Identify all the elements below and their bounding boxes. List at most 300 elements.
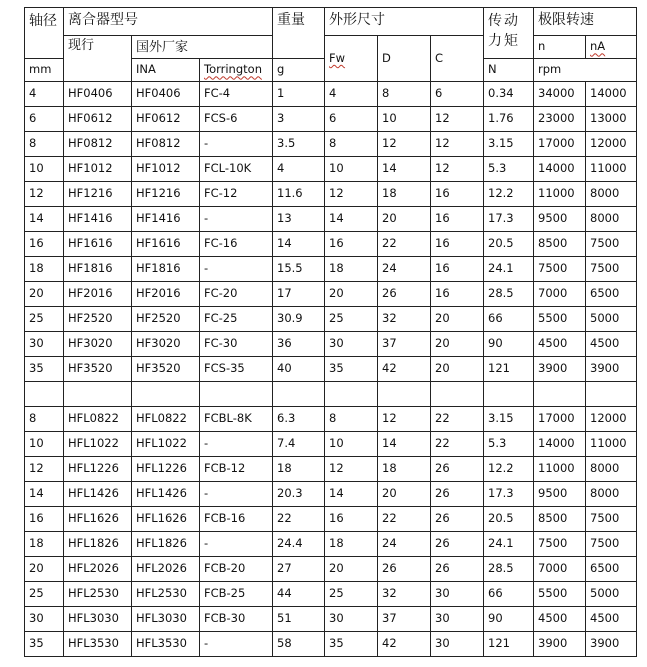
- cell-ina: HFL2530: [132, 582, 200, 607]
- cell-c: 26: [431, 457, 484, 482]
- cell-d: 26: [378, 282, 431, 307]
- cell-c: 12: [431, 107, 484, 132]
- cell-d: 32: [378, 307, 431, 332]
- cell-n: 7500: [534, 257, 586, 282]
- cell-torque: 66: [484, 307, 534, 332]
- cell-d: 24: [378, 532, 431, 557]
- table-row: [25, 432, 637, 457]
- cell-shaft: 8: [25, 132, 64, 157]
- cell-shaft: 35: [25, 357, 64, 382]
- cell-weight: 36: [273, 332, 325, 357]
- cell-shaft: 16: [25, 507, 64, 532]
- table-row: [25, 307, 637, 332]
- cell-weight: 3.5: [273, 132, 325, 157]
- cell-torque: 12.2: [484, 457, 534, 482]
- cell-c: 22: [431, 407, 484, 432]
- cell-d: 14: [378, 157, 431, 182]
- blank-cell: [25, 382, 64, 407]
- cell-na: 14000: [586, 82, 637, 107]
- cell-torr: -: [200, 432, 273, 457]
- clutch-spec-table: [24, 7, 637, 657]
- cell-n: 9500: [534, 207, 586, 232]
- cell-torr: FCB-16: [200, 507, 273, 532]
- cell-torque: 20.5: [484, 232, 534, 257]
- cell-torr: -: [200, 482, 273, 507]
- cell-weight: 51: [273, 607, 325, 632]
- cell-c: 6: [431, 82, 484, 107]
- cell-na: 3900: [586, 357, 637, 382]
- cell-na: 7500: [586, 507, 637, 532]
- cell-na: 3900: [586, 632, 637, 657]
- speed-header: 极限转速: [534, 8, 637, 36]
- cell-torque: 28.5: [484, 282, 534, 307]
- cell-weight: 11.6: [273, 182, 325, 207]
- cell-weight: 1: [273, 82, 325, 107]
- cell-na: 13000: [586, 107, 637, 132]
- table-row: [25, 557, 637, 582]
- cell-torque: 3.15: [484, 132, 534, 157]
- header-row-1: [25, 8, 637, 36]
- cell-ina: HF1416: [132, 207, 200, 232]
- cell-d: 26: [378, 557, 431, 582]
- cell-n: 23000: [534, 107, 586, 132]
- cell-torr: FC-20: [200, 282, 273, 307]
- cell-d: 20: [378, 482, 431, 507]
- cell-torr: FC-12: [200, 182, 273, 207]
- cell-d: 24: [378, 257, 431, 282]
- cell-fw: 10: [325, 157, 378, 182]
- cell-shaft: 12: [25, 182, 64, 207]
- cell-na: 11000: [586, 432, 637, 457]
- cell-ina: HFL2026: [132, 557, 200, 582]
- cell-ina: HF1816: [132, 257, 200, 282]
- cell-fw: 16: [325, 507, 378, 532]
- cell-c: 20: [431, 332, 484, 357]
- cell-ina: HF2520: [132, 307, 200, 332]
- cell-model: HF1816: [64, 257, 132, 282]
- cell-n: 7000: [534, 282, 586, 307]
- cell-fw: 18: [325, 532, 378, 557]
- cell-c: 30: [431, 632, 484, 657]
- cell-na: 7500: [586, 532, 637, 557]
- cell-c: 16: [431, 207, 484, 232]
- cell-fw: 16: [325, 232, 378, 257]
- cell-na: 7500: [586, 257, 637, 282]
- table-row: [25, 482, 637, 507]
- cell-n: 9500: [534, 482, 586, 507]
- cell-ina: HF1616: [132, 232, 200, 257]
- cell-shaft: 16: [25, 232, 64, 257]
- separator-row-group: [25, 382, 637, 407]
- cell-torque: 5.3: [484, 432, 534, 457]
- cell-ina: HFL3030: [132, 607, 200, 632]
- cell-weight: 17: [273, 282, 325, 307]
- cell-ina: HF1216: [132, 182, 200, 207]
- cell-shaft: 14: [25, 207, 64, 232]
- table-row: [25, 357, 637, 382]
- n-header: n: [534, 36, 586, 59]
- table-row: [25, 607, 637, 632]
- cell-torr: FC-4: [200, 82, 273, 107]
- cell-ina: HFL1826: [132, 532, 200, 557]
- cell-c: 22: [431, 432, 484, 457]
- blank-cell: [64, 382, 132, 407]
- cell-fw: 20: [325, 557, 378, 582]
- cell-shaft: 20: [25, 557, 64, 582]
- cell-fw: 10: [325, 432, 378, 457]
- cell-shaft: 10: [25, 432, 64, 457]
- cell-model: HFL0822: [64, 407, 132, 432]
- cell-torque: 90: [484, 332, 534, 357]
- cell-d: 18: [378, 457, 431, 482]
- table-row: [25, 82, 637, 107]
- cell-torque: 20.5: [484, 507, 534, 532]
- cell-torr: FC-30: [200, 332, 273, 357]
- cell-na: 7500: [586, 232, 637, 257]
- cell-d: 37: [378, 332, 431, 357]
- cell-na: 8000: [586, 482, 637, 507]
- blank-cell: [484, 382, 534, 407]
- cell-n: 8500: [534, 232, 586, 257]
- speed-unit: rpm: [534, 59, 637, 82]
- cell-fw: 30: [325, 332, 378, 357]
- cell-torque: 0.34: [484, 82, 534, 107]
- d-header: D: [378, 36, 431, 82]
- cell-na: 8000: [586, 207, 637, 232]
- cell-na: 5000: [586, 582, 637, 607]
- cell-torque: 28.5: [484, 557, 534, 582]
- fw-header: [325, 36, 378, 82]
- cell-shaft: 18: [25, 532, 64, 557]
- cell-d: 12: [378, 407, 431, 432]
- cell-c: 16: [431, 182, 484, 207]
- ina-header: INA: [132, 59, 200, 82]
- foreign-maker-header: 国外厂家: [132, 36, 273, 59]
- table-row: [25, 532, 637, 557]
- table-row: [25, 132, 637, 157]
- cell-shaft: 25: [25, 307, 64, 332]
- cell-ina: HFL1022: [132, 432, 200, 457]
- cell-fw: 6: [325, 107, 378, 132]
- cell-model: HFL3530: [64, 632, 132, 657]
- cell-d: 42: [378, 632, 431, 657]
- cell-weight: 3: [273, 107, 325, 132]
- cell-ina: HFL1226: [132, 457, 200, 482]
- cell-n: 4500: [534, 332, 586, 357]
- cell-torque: 3.15: [484, 407, 534, 432]
- cell-d: 20: [378, 207, 431, 232]
- cell-n: 11000: [534, 182, 586, 207]
- cell-shaft: 12: [25, 457, 64, 482]
- blank-cell: [132, 382, 200, 407]
- cell-fw: 20: [325, 282, 378, 307]
- blank-cell: [534, 382, 586, 407]
- cell-n: 7500: [534, 532, 586, 557]
- cell-shaft: 4: [25, 82, 64, 107]
- cell-fw: 4: [325, 82, 378, 107]
- cell-shaft: 20: [25, 282, 64, 307]
- table-row: [25, 632, 637, 657]
- cell-model: HF3520: [64, 357, 132, 382]
- cell-weight: 4: [273, 157, 325, 182]
- cell-n: 5500: [534, 307, 586, 332]
- cell-shaft: 35: [25, 632, 64, 657]
- cell-c: 26: [431, 507, 484, 532]
- cell-model: HF2016: [64, 282, 132, 307]
- cell-torque: 66: [484, 582, 534, 607]
- cell-torr: FCS-6: [200, 107, 273, 132]
- na-header: [586, 36, 637, 59]
- cell-torr: FC-16: [200, 232, 273, 257]
- cell-model: HF0612: [64, 107, 132, 132]
- cell-n: 8500: [534, 507, 586, 532]
- cell-torr: -: [200, 207, 273, 232]
- cell-shaft: 30: [25, 607, 64, 632]
- cell-d: 37: [378, 607, 431, 632]
- cell-na: 6500: [586, 557, 637, 582]
- cell-weight: 24.4: [273, 532, 325, 557]
- cell-ina: HFL1426: [132, 482, 200, 507]
- cell-torque: 121: [484, 357, 534, 382]
- cell-n: 14000: [534, 157, 586, 182]
- cell-torr: -: [200, 257, 273, 282]
- cell-ina: HF0612: [132, 107, 200, 132]
- cell-model: HFL1626: [64, 507, 132, 532]
- separator-row: [25, 382, 637, 407]
- model-group-header: 离合器型号: [64, 8, 273, 36]
- cell-torque: 24.1: [484, 532, 534, 557]
- cell-weight: 44: [273, 582, 325, 607]
- cell-c: 26: [431, 557, 484, 582]
- cell-na: 5000: [586, 307, 637, 332]
- cell-model: HF3020: [64, 332, 132, 357]
- cell-shaft: 6: [25, 107, 64, 132]
- cell-torque: 121: [484, 632, 534, 657]
- table-row: [25, 107, 637, 132]
- cell-ina: HF0812: [132, 132, 200, 157]
- cell-ina: HF1012: [132, 157, 200, 182]
- table-row: [25, 407, 637, 432]
- cell-weight: 18: [273, 457, 325, 482]
- c-header: C: [431, 36, 484, 82]
- table-row: [25, 157, 637, 182]
- cell-shaft: 18: [25, 257, 64, 282]
- torrington-label: Torrington: [204, 62, 262, 77]
- dims-header: 外形尺寸: [325, 8, 484, 36]
- cell-c: 16: [431, 282, 484, 307]
- cell-model: HFL3030: [64, 607, 132, 632]
- blank-cell: [586, 382, 637, 407]
- weight-header: 重量: [273, 8, 325, 59]
- cell-n: 4500: [534, 607, 586, 632]
- cell-c: 30: [431, 582, 484, 607]
- cell-na: 4500: [586, 607, 637, 632]
- cell-torr: -: [200, 532, 273, 557]
- cell-n: 34000: [534, 82, 586, 107]
- cell-n: 3900: [534, 632, 586, 657]
- cell-fw: 35: [325, 632, 378, 657]
- cell-c: 26: [431, 532, 484, 557]
- cell-model: HFL1826: [64, 532, 132, 557]
- cell-d: 22: [378, 507, 431, 532]
- cell-d: 32: [378, 582, 431, 607]
- table-row: [25, 232, 637, 257]
- cell-ina: HF0406: [132, 82, 200, 107]
- cell-c: 30: [431, 607, 484, 632]
- header-row-2: [25, 36, 637, 59]
- cell-ina: HF3020: [132, 332, 200, 357]
- cell-torque: 24.1: [484, 257, 534, 282]
- cell-shaft: 25: [25, 582, 64, 607]
- cell-torr: FCL-10K: [200, 157, 273, 182]
- cell-model: HFL2026: [64, 557, 132, 582]
- cell-d: 14: [378, 432, 431, 457]
- hf-series-rows: [25, 82, 637, 382]
- shaft-unit: mm: [25, 59, 64, 82]
- na-label: nA: [590, 39, 606, 54]
- cell-model: HF1616: [64, 232, 132, 257]
- cell-torque: 12.2: [484, 182, 534, 207]
- cell-torque: 17.3: [484, 207, 534, 232]
- cell-ina: HFL0822: [132, 407, 200, 432]
- cell-na: 8000: [586, 457, 637, 482]
- cell-fw: 18: [325, 257, 378, 282]
- cell-n: 11000: [534, 457, 586, 482]
- cell-torr: -: [200, 632, 273, 657]
- cell-model: HFL1426: [64, 482, 132, 507]
- cell-fw: 14: [325, 482, 378, 507]
- fw-label: Fw: [329, 50, 346, 65]
- cell-weight: 15.5: [273, 257, 325, 282]
- cell-torr: FCB-12: [200, 457, 273, 482]
- cell-n: 3900: [534, 357, 586, 382]
- cell-na: 8000: [586, 182, 637, 207]
- cell-c: 16: [431, 257, 484, 282]
- table-row: [25, 457, 637, 482]
- cell-fw: 25: [325, 307, 378, 332]
- table-row: [25, 182, 637, 207]
- cell-torque: 17.3: [484, 482, 534, 507]
- cell-n: 14000: [534, 432, 586, 457]
- cell-d: 42: [378, 357, 431, 382]
- cell-na: 4500: [586, 332, 637, 357]
- cell-fw: 30: [325, 607, 378, 632]
- blank-cell: [378, 382, 431, 407]
- cell-torr: FCBL-8K: [200, 407, 273, 432]
- cell-weight: 22: [273, 507, 325, 532]
- cell-shaft: 8: [25, 407, 64, 432]
- cell-model: HFL2530: [64, 582, 132, 607]
- cell-n: 5500: [534, 582, 586, 607]
- cell-ina: HFL1626: [132, 507, 200, 532]
- cell-model: HF2520: [64, 307, 132, 332]
- cell-na: 11000: [586, 157, 637, 182]
- cell-shaft: 14: [25, 482, 64, 507]
- blank-cell: [273, 382, 325, 407]
- table-row: [25, 207, 637, 232]
- cell-ina: HFL3530: [132, 632, 200, 657]
- cell-model: HF0406: [64, 82, 132, 107]
- cell-weight: 40: [273, 357, 325, 382]
- table-row: [25, 507, 637, 532]
- cell-d: 8: [378, 82, 431, 107]
- table-row: [25, 257, 637, 282]
- weight-unit: g: [273, 59, 325, 82]
- shaft-header: 轴径: [25, 8, 64, 59]
- cell-weight: 6.3: [273, 407, 325, 432]
- cell-na: 12000: [586, 132, 637, 157]
- cell-torr: FCB-20: [200, 557, 273, 582]
- cell-c: 26: [431, 482, 484, 507]
- cell-weight: 30.9: [273, 307, 325, 332]
- cell-model: HFL1226: [64, 457, 132, 482]
- torque-unit: N: [484, 59, 534, 82]
- current-model-header: 现行: [64, 36, 132, 82]
- cell-c: 12: [431, 132, 484, 157]
- cell-c: 16: [431, 232, 484, 257]
- cell-fw: 14: [325, 207, 378, 232]
- cell-n: 17000: [534, 132, 586, 157]
- cell-fw: 8: [325, 407, 378, 432]
- cell-model: HF1416: [64, 207, 132, 232]
- cell-torr: FCS-35: [200, 357, 273, 382]
- cell-weight: 20.3: [273, 482, 325, 507]
- cell-n: 17000: [534, 407, 586, 432]
- table-row: [25, 582, 637, 607]
- cell-weight: 14: [273, 232, 325, 257]
- cell-n: 7000: [534, 557, 586, 582]
- cell-model: HF1216: [64, 182, 132, 207]
- torque-header: 传动力矩: [484, 8, 534, 59]
- cell-model: HF0812: [64, 132, 132, 157]
- cell-fw: 25: [325, 582, 378, 607]
- cell-torr: FCB-25: [200, 582, 273, 607]
- cell-fw: 12: [325, 182, 378, 207]
- cell-torr: FCB-30: [200, 607, 273, 632]
- cell-d: 22: [378, 232, 431, 257]
- table-row: [25, 282, 637, 307]
- cell-ina: HF3520: [132, 357, 200, 382]
- cell-na: 12000: [586, 407, 637, 432]
- cell-shaft: 30: [25, 332, 64, 357]
- torrington-header: [200, 59, 273, 82]
- cell-fw: 8: [325, 132, 378, 157]
- cell-torr: -: [200, 132, 273, 157]
- cell-c: 20: [431, 307, 484, 332]
- cell-d: 10: [378, 107, 431, 132]
- cell-fw: 35: [325, 357, 378, 382]
- cell-d: 12: [378, 132, 431, 157]
- cell-weight: 58: [273, 632, 325, 657]
- cell-d: 18: [378, 182, 431, 207]
- cell-torr: FC-25: [200, 307, 273, 332]
- blank-cell: [325, 382, 378, 407]
- cell-torque: 5.3: [484, 157, 534, 182]
- cell-c: 12: [431, 157, 484, 182]
- cell-c: 20: [431, 357, 484, 382]
- cell-fw: 12: [325, 457, 378, 482]
- cell-model: HF1012: [64, 157, 132, 182]
- blank-cell: [200, 382, 273, 407]
- cell-model: HFL1022: [64, 432, 132, 457]
- cell-shaft: 10: [25, 157, 64, 182]
- cell-weight: 7.4: [273, 432, 325, 457]
- cell-weight: 13: [273, 207, 325, 232]
- cell-torque: 90: [484, 607, 534, 632]
- cell-na: 6500: [586, 282, 637, 307]
- cell-ina: HF2016: [132, 282, 200, 307]
- table-row: [25, 332, 637, 357]
